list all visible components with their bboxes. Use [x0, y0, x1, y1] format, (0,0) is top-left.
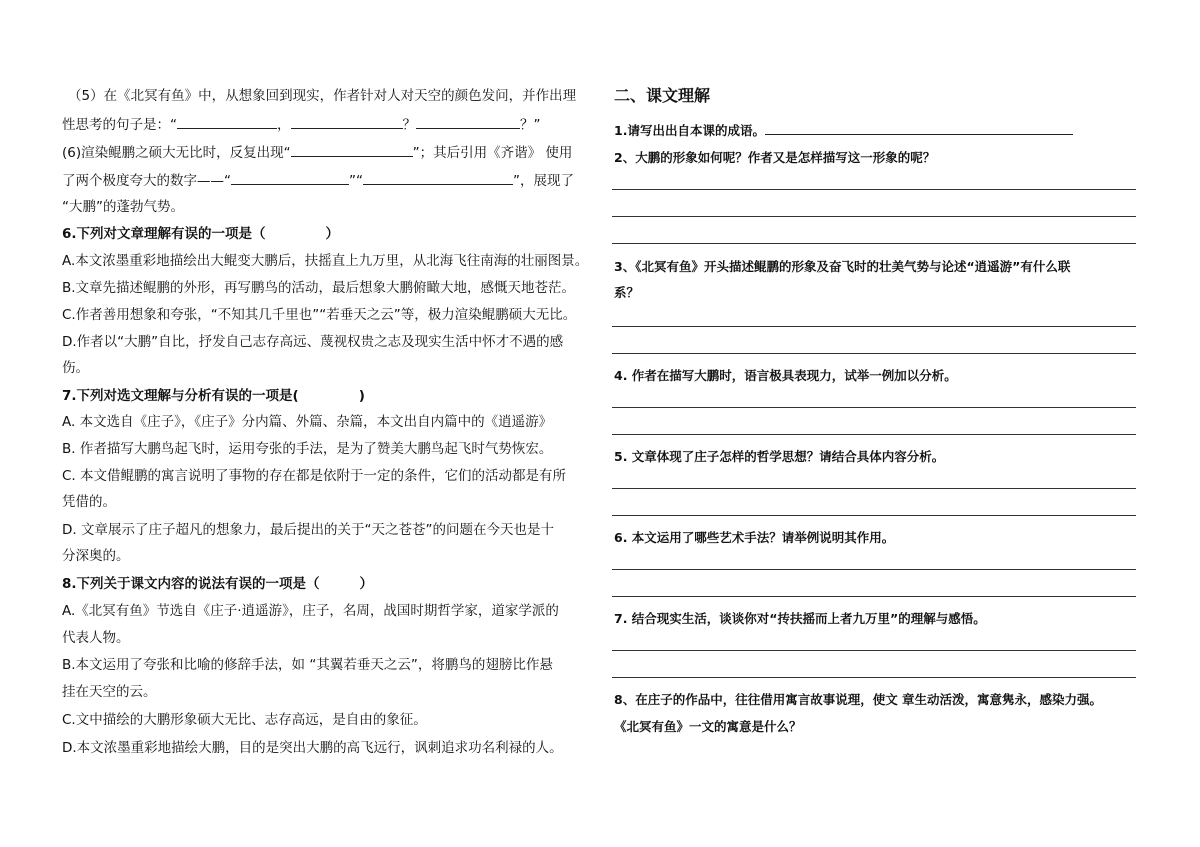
- mc7-option-d-1: D. 文章展示了庄子超凡的想象力，最后提出的关于“天之苍苍”的问题在今天也是十: [62, 522, 554, 538]
- answer-line[interactable]: [612, 243, 1136, 244]
- q6-prefix: (6)渲染鲲鹏之硕大无比时，反复出现“: [62, 145, 291, 161]
- q5-fill-line-2: [62, 114, 541, 135]
- mc6-title: [62, 224, 339, 244]
- answer-line[interactable]: [612, 326, 1136, 327]
- question-1: [614, 120, 1073, 141]
- answer-line[interactable]: [612, 596, 1136, 597]
- mc7-option-c-2: 凭借的。: [62, 494, 116, 510]
- answer-line[interactable]: [612, 216, 1136, 217]
- mc6-option-b: B.文章先描述鲲鹏的外形，再写鹏鸟的活动，最后想象大鹏俯瞰大地，感慨天地苍茫。: [62, 280, 576, 296]
- q6-numbers-suffix: ”，展现了: [513, 173, 574, 189]
- mc7-option-b: B. 作者描写大鹏鸟起飞时，运用夸张的手法，是为了赞美大鹏鸟起飞时气势恢宏。: [62, 441, 553, 457]
- mc6-close-paren: ）: [325, 226, 340, 242]
- answer-line[interactable]: [612, 353, 1136, 354]
- q6-blank-3[interactable]: [363, 170, 513, 185]
- question-1-text: 1.请写出出自本课的成语。: [614, 123, 765, 138]
- q6-fill-line-3: “大鹏”的蓬勃气势。: [62, 199, 184, 215]
- mc7-option-c-1: C. 本文借鲲鹏的寓言说明了事物的存在都是依附于一定的条件，它们的活动都是有所: [62, 468, 567, 484]
- mc8-option-b-2: 挂在天空的云。: [62, 684, 157, 700]
- q5-blank-1[interactable]: [177, 114, 277, 129]
- q5-question-mark: ？: [402, 117, 416, 133]
- q6-numbers-mid: ”“: [349, 173, 363, 189]
- mc8-option-c: C.文中描绘的大鹏形象硕大无比、志存高远，是自由的象征。: [62, 712, 427, 728]
- q6-blank-2[interactable]: [231, 170, 349, 185]
- mc8-title-text: 8.下列关于课文内容的说法有误的一项是（: [62, 576, 320, 592]
- q6-fill-line-2: [62, 170, 574, 191]
- question-8-line-1: 8、在庄子的作品中，往往借用寓言故事说理，使文 章生动活泼，寓意隽永，感染力强。: [614, 692, 1103, 707]
- mc6-option-d-1: D.作者以“大鹏”自比，抒发自己志存高远、蔑视权贵之志及现实生活中怀才不遇的感: [62, 334, 564, 350]
- mc7-option-a: A. 本文选自《庄子》，《庄子》分内篇、外篇、杂篇，本文出自内篇中的《逍遥游》: [62, 414, 553, 430]
- mc7-title: [62, 386, 365, 406]
- mc7-title-text: 7.下列对选文理解与分析有误的一项是(: [62, 388, 299, 404]
- q5-comma: ，: [277, 117, 291, 133]
- mc8-close-paren: ）: [359, 576, 374, 592]
- q6-blank-1[interactable]: [291, 142, 413, 157]
- answer-line[interactable]: [612, 434, 1136, 435]
- mc6-option-a: A.本文浓墨重彩地描绘出大鲲变大鹏后，扶摇直上九万里，从北海飞往南海的壮丽图景。: [62, 253, 589, 269]
- question-2: 2、大鹏的形象如何呢？作者又是怎样描写这一形象的呢？: [614, 150, 936, 165]
- q5-fill-line-1: （5）在《北冥有鱼》中，从想象回到现实，作者针对人对天空的颜色发问，并作出理: [68, 88, 577, 104]
- q6-numbers-prefix: 了两个极度夸大的数字——“: [62, 173, 231, 189]
- answer-line[interactable]: [612, 515, 1136, 516]
- answer-line[interactable]: [612, 407, 1136, 408]
- question-3-line-1: 3、《北冥有鱼》开头描述鲲鹏的形象及奋飞时的壮美气势与论述“逍遥游”有什么联: [614, 259, 1071, 274]
- answer-line[interactable]: [612, 677, 1136, 678]
- question-8-line-2: 《北冥有鱼》一文的寓意是什么？: [614, 719, 802, 734]
- question-4: 4. 作者在描写大鹏时，语言极具表现力，试举一例加以分析。: [614, 368, 957, 383]
- mc8-option-a-2: 代表人物。: [62, 630, 130, 646]
- mc8-option-b-1: B.本文运用了夸张和比喻的修辞手法，如 “其翼若垂天之云”，将鹏鸟的翅膀比作悬: [62, 657, 553, 673]
- question-1-blank[interactable]: [765, 120, 1073, 135]
- mc6-option-d-2: 伤。: [62, 360, 89, 376]
- mc8-option-d: D.本文浓墨重彩地描绘大鹏，目的是突出大鹏的高飞远行，讽刺追求功名利禄的人。: [62, 740, 563, 756]
- q5-blank-2[interactable]: [291, 114, 403, 129]
- mc8-option-a-1: A.《北冥有鱼》节选自《庄子·逍遥游》，庄子，名周，战国时期哲学家，道家学派的: [62, 603, 559, 619]
- question-5: 5. 文章体现了庄子怎样的哲学思想？请结合具体内容分析。: [614, 449, 945, 464]
- section-title: 二、课文理解: [614, 86, 711, 105]
- question-6: 6. 本文运用了哪些艺术手法？请举例说明其作用。: [614, 530, 895, 545]
- q6-fill-line-1: [62, 142, 572, 163]
- answer-line[interactable]: [612, 650, 1136, 651]
- answer-line[interactable]: [612, 189, 1136, 190]
- question-3-line-2: 系？: [614, 285, 640, 300]
- answer-line[interactable]: [612, 569, 1136, 570]
- q5-suffix: ？”: [520, 117, 541, 133]
- q6-mid: ”；其后引用《齐谐》 使用: [412, 145, 573, 161]
- mc7-option-d-2: 分深奥的。: [62, 548, 130, 564]
- q5-prefix: 性思考的句子是：“: [62, 117, 177, 133]
- question-7: 7. 结合现实生活，谈谈你对“抟扶摇而上者九万里”的理解与感悟。: [614, 611, 986, 626]
- mc6-title-text: 6.下列对文章理解有误的一项是（: [62, 226, 266, 242]
- mc6-option-c: C.作者善用想象和夸张，“不知其几千里也”“若垂天之云”等，极力渲染鲲鹏硕大无比。: [62, 307, 577, 323]
- answer-line[interactable]: [612, 488, 1136, 489]
- mc8-title: [62, 574, 373, 594]
- mc7-close-paren: ): [358, 388, 365, 404]
- q5-blank-3[interactable]: [416, 114, 520, 129]
